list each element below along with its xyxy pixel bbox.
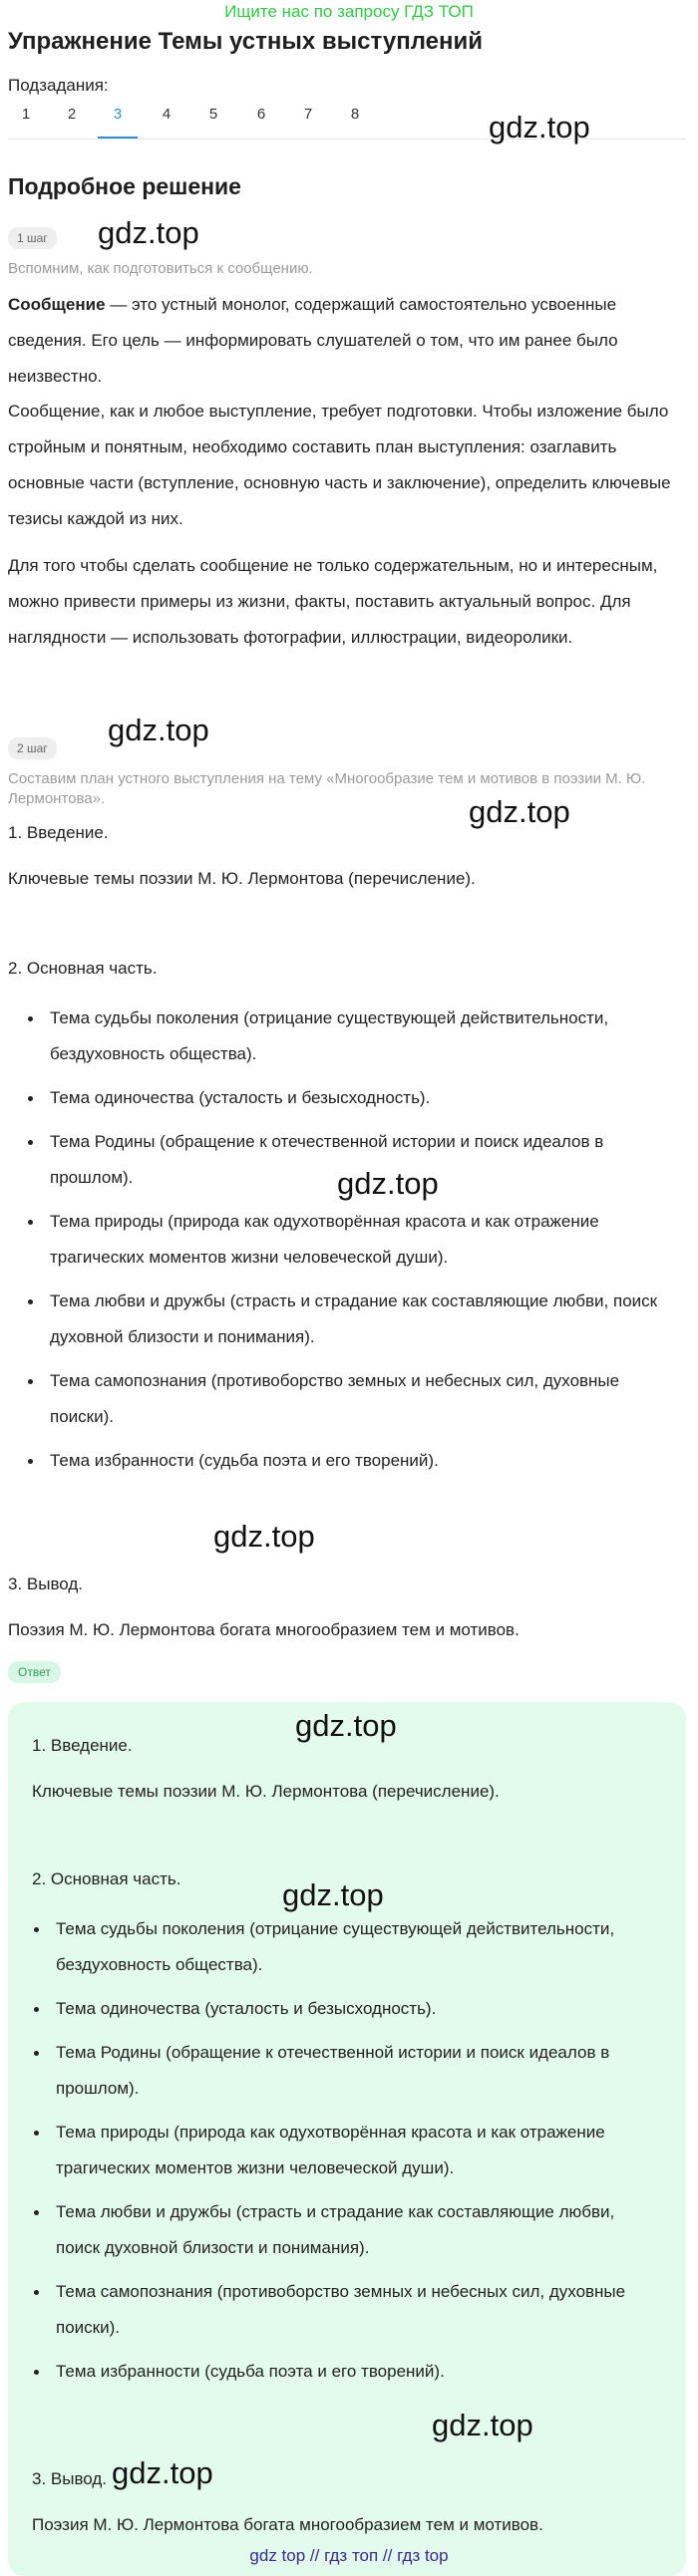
list-item: Тема самопознания (противоборство земных и небесных сил, духовные поиски). xyxy=(16,2274,634,2346)
subtask-tab-8[interactable]: 8 xyxy=(350,106,360,123)
list-item: Тема любви и дружбы (страсть и страдание как составляющие любви, поиск духовной близости и понимания). xyxy=(16,2194,634,2266)
list-item: Тема Родины (обращение к отечественной истории и поиск идеалов в прошлом). xyxy=(16,2035,634,2107)
step-2-intro-text: Ключевые темы поэзии М. Ю. Лермонтова (перечисление). xyxy=(8,869,476,888)
subtask-tab-2[interactable]: 2 xyxy=(67,106,77,123)
list-item: Тема самопознания (противоборство земных и небесных сил, духовные поиски). xyxy=(8,1363,686,1435)
list-item: Тема судьбы поколения (отрицание существующей действительности, бездуховность общества). xyxy=(16,1911,634,1983)
solution-heading: Подробное решение xyxy=(8,173,241,199)
list-item: Тема природы (природа как одухотворённая красота и как отражение трагических моментов жизни человеческой души). xyxy=(8,1204,686,1276)
watermark: gdz.top xyxy=(337,1166,439,1201)
watermark: gdz.top xyxy=(432,2408,533,2442)
subtask-tab-7[interactable]: 7 xyxy=(303,106,313,123)
list-item: Тема Родины (обращение к отечественной истории и поиск идеалов в прошлом). xyxy=(8,1124,686,1196)
step-2-conclusion-heading: 3. Вывод. xyxy=(8,1574,84,1593)
list-item: Тема избранности (судьба поэта и его творений). xyxy=(8,1443,686,1479)
step-2-intro-heading: 1. Введение. xyxy=(8,823,109,842)
term-bold: Сообщение xyxy=(8,295,106,314)
list-item: Тема одиночества (усталость и безысходность). xyxy=(16,1991,634,2027)
watermark: gdz.top xyxy=(469,794,570,829)
step-2-conclusion-text: Поэзия М. Ю. Лермонтова богата многообразием тем и мотивов. xyxy=(8,1620,520,1639)
answer-conclusion-heading: 3. Вывод. xyxy=(32,2469,108,2488)
list-item: Тема избранности (судьба поэта и его творений). xyxy=(16,2354,634,2390)
step-1-paragraph-1 xyxy=(8,287,686,395)
list-item: Тема судьбы поколения (отрицание существующей действительности, бездуховность общества). xyxy=(8,1001,686,1072)
subtask-tab-6[interactable]: 6 xyxy=(256,106,266,123)
watermark: gdz.top xyxy=(282,1877,384,1912)
step-1-hint: Вспомним, как подготовиться к сообщению. xyxy=(8,260,313,277)
subtasks-label: Подзадания: xyxy=(8,76,109,95)
subtask-tab-3[interactable]: 3 xyxy=(98,106,138,140)
step-1-badge: 1 шаг xyxy=(8,227,57,249)
page-title: Упражнение Темы устных выступлений xyxy=(8,28,483,55)
answer-bullet-list xyxy=(16,1911,634,2390)
watermark: gdz.top xyxy=(108,713,209,747)
subtask-tab-4[interactable]: 4 xyxy=(162,106,172,123)
watermark: gdz.top xyxy=(98,215,199,250)
footer-links[interactable]: gdz top // гдз топ // гдз top xyxy=(249,2546,449,2565)
watermark: gdz.top xyxy=(295,1708,397,1743)
subtask-tab-1[interactable]: 1 xyxy=(21,106,31,123)
answer-box xyxy=(8,1702,686,2576)
watermark: gdz.top xyxy=(489,110,590,144)
answer-conclusion-text: Поэзия М. Ю. Лермонтова богата многообразием тем и мотивов. xyxy=(32,2515,543,2534)
answer-intro-heading: 1. Введение. xyxy=(32,1736,133,1755)
step-2-bullet-list xyxy=(8,1001,686,1479)
term-definition: — это устный монолог, содержащий самостоятельно усвоенные сведения. Его цель — информировать слушателей о том, что им ранее было неизвестно. xyxy=(8,295,618,386)
list-item: Тема любви и дружбы (страсть и страдание как составляющие любви, поиск духовной близости и понимания). xyxy=(8,1284,686,1355)
answer-badge: Ответ xyxy=(8,1661,61,1683)
answer-intro-text: Ключевые темы поэзии М. Ю. Лермонтова (перечисление). xyxy=(32,1782,500,1801)
answer-main-heading: 2. Основная часть. xyxy=(32,1869,181,1888)
list-item: Тема одиночества (усталость и безысходность). xyxy=(8,1080,686,1116)
watermark: gdz.top xyxy=(112,2455,213,2490)
watermark: gdz.top xyxy=(213,1519,315,1554)
list-item: Тема природы (природа как одухотворённая красота и как отражение трагических моментов жизни человеческой души). xyxy=(16,2115,634,2186)
search-banner[interactable]: Ищите нас по запросу ГДЗ ТОП xyxy=(224,2,474,21)
step-2-main-heading: 2. Основная часть. xyxy=(8,959,158,978)
step-1-paragraph-3: Для того чтобы сделать сообщение не только содержательным, но и интересным, можно привести примеры из жизни, факты, поставить актуальный вопрос. Для наглядности — использовать фотографии, иллюстрации, видеоролики. xyxy=(8,556,658,647)
step-1-paragraph-2: Сообщение, как и любое выступление, требует подготовки. Чтобы изложение было стройным и понятным, необходимо составить план выступления: озаглавить основные части (вступление, основную часть и заключение), определить ключевые тезисы каждой из них. xyxy=(8,402,671,528)
step-2-badge: 2 шаг xyxy=(8,737,57,759)
step-2-hint: Составим план устного выступления на тему «Многообразие тем и мотивов в поэзии М. Ю. Лермонтова». xyxy=(8,770,646,807)
subtask-tab-5[interactable]: 5 xyxy=(208,106,218,123)
